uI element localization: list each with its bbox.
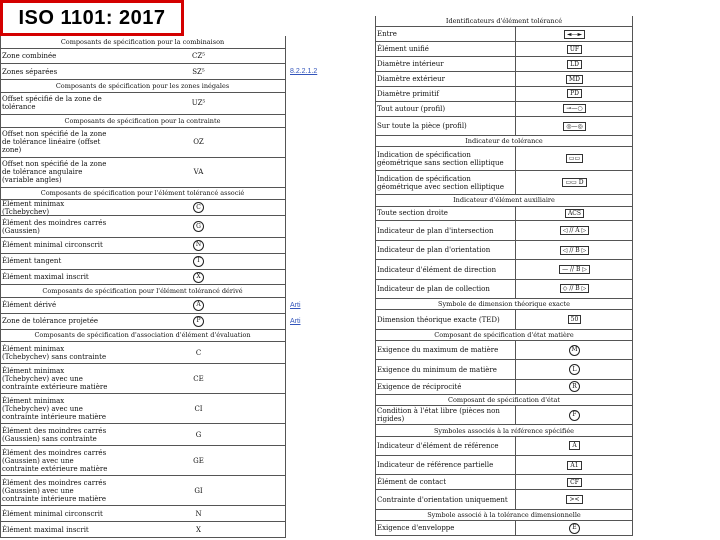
right-row-label: Contrainte d'orientation uniquement bbox=[375, 490, 515, 509]
right-row-symbol bbox=[515, 380, 633, 395]
right-row-symbol bbox=[515, 437, 633, 456]
left-reference-cell bbox=[286, 115, 323, 128]
right-row-symbol bbox=[515, 341, 633, 360]
left-row-symbol bbox=[112, 128, 286, 158]
left-section-header: Composants de spécification pour la combinaison bbox=[0, 36, 286, 49]
right-row-label: Indicateur de plan d'orientation bbox=[375, 241, 515, 260]
right-row-symbol bbox=[515, 310, 633, 329]
left-row-label: Élément dérivé bbox=[0, 298, 112, 314]
left-row-symbol bbox=[112, 522, 286, 538]
right-row-symbol bbox=[515, 406, 633, 425]
right-row-label: Indicateur de plan de collection bbox=[375, 280, 515, 299]
framed-symbol: ◄—► bbox=[564, 30, 585, 39]
right-section-header: Indicateur de tolérance bbox=[375, 136, 633, 147]
right-row-symbol bbox=[515, 490, 633, 509]
circled-symbol: R bbox=[569, 381, 580, 392]
left-row-label: Zones séparées bbox=[0, 64, 112, 80]
left-row-symbol bbox=[112, 342, 286, 364]
left-section-header: Composants de spécification d'association d'élément d'évaluation bbox=[0, 330, 286, 343]
framed-symbol: CF bbox=[567, 478, 582, 487]
reference-link[interactable]: 8.2.2.1.2 bbox=[290, 68, 318, 76]
right-row-symbol bbox=[515, 475, 633, 490]
left-row-symbol bbox=[112, 446, 286, 476]
framed-symbol: 50 bbox=[568, 315, 582, 324]
right-section-header: Composant de spécification d'état bbox=[375, 395, 633, 406]
right-row-symbol bbox=[515, 27, 633, 42]
right-row-symbol bbox=[515, 117, 633, 136]
left-row-label: Élément maximal inscrit bbox=[0, 522, 112, 538]
framed-symbol: PD bbox=[567, 89, 582, 98]
framed-symbol: ▭▭ bbox=[566, 154, 583, 163]
left-reference-cell bbox=[286, 330, 323, 343]
right-row-label: Diamètre primitif bbox=[375, 87, 515, 102]
left-reference-cell bbox=[286, 506, 323, 522]
framed-symbol: — // B ▷ bbox=[559, 265, 590, 274]
symbol-text: CZ⁵ bbox=[191, 52, 206, 61]
left-row-label: Élément minimal circonscrit bbox=[0, 238, 112, 254]
right-row-label: Diamètre extérieur bbox=[375, 72, 515, 87]
left-row-label: Élément des moindres carrés (Gaussien) avec une contrainte intérieure matière bbox=[0, 476, 112, 506]
circled-symbol: P bbox=[193, 316, 204, 327]
left-row-label: Élément tangent bbox=[0, 254, 112, 270]
left-reference-cell bbox=[286, 64, 323, 80]
left-row-symbol bbox=[112, 238, 286, 254]
symbol-text: N bbox=[195, 509, 202, 518]
framed-symbol: ⊸—○ bbox=[563, 104, 585, 113]
iso-title-badge bbox=[0, 0, 184, 36]
framed-symbol: ◎—◎ bbox=[563, 122, 585, 131]
left-symbol-table bbox=[0, 36, 323, 538]
right-section-header: Symboles associés à la référence spécifiée bbox=[375, 425, 633, 436]
right-row-symbol bbox=[515, 87, 633, 102]
right-row-label: Exigence du minimum de matière bbox=[375, 360, 515, 379]
left-row-symbol bbox=[112, 49, 286, 65]
left-reference-cell bbox=[286, 158, 323, 188]
left-reference-cell bbox=[286, 314, 323, 330]
framed-symbol: ACS bbox=[565, 209, 584, 218]
left-row-label: Offset spécifié de la zone de tolérance bbox=[0, 93, 112, 115]
left-section-header: Composants de spécification pour la contrainte bbox=[0, 115, 286, 128]
left-row-label: Zone de tolérance projetée bbox=[0, 314, 112, 330]
framed-symbol: ◇ // B ▷ bbox=[560, 284, 589, 293]
left-row-label: Élément minimax (Tchebychev) sans contrainte bbox=[0, 342, 112, 364]
left-row-symbol bbox=[112, 200, 286, 216]
right-row-symbol bbox=[515, 521, 633, 536]
circled-symbol: M bbox=[569, 345, 580, 356]
symbol-text: VA bbox=[193, 168, 204, 177]
left-row-symbol bbox=[112, 424, 286, 446]
framed-symbol: ◁ // A ▷ bbox=[560, 226, 589, 235]
left-reference-cell bbox=[286, 476, 323, 506]
right-row-symbol bbox=[515, 42, 633, 57]
left-row-symbol bbox=[112, 298, 286, 314]
right-row-label: Élément de contact bbox=[375, 475, 515, 490]
right-row-label: Exigence d'enveloppe bbox=[375, 521, 515, 536]
left-reference-cell bbox=[286, 342, 323, 364]
circled-symbol: T bbox=[193, 256, 204, 267]
right-row-symbol bbox=[515, 171, 633, 195]
right-section-header: Identificateurs d'élément tolérancé bbox=[375, 16, 633, 27]
left-row-symbol bbox=[112, 394, 286, 424]
right-row-symbol bbox=[515, 102, 633, 117]
right-row-label: Indicateur d'élément de référence bbox=[375, 437, 515, 456]
left-row-symbol bbox=[112, 158, 286, 188]
right-row-symbol bbox=[515, 241, 633, 260]
right-row-symbol bbox=[515, 207, 633, 222]
circled-symbol: N bbox=[193, 240, 204, 251]
left-row-symbol bbox=[112, 364, 286, 394]
left-row-symbol bbox=[112, 476, 286, 506]
framed-symbol: A1 bbox=[567, 461, 581, 470]
left-reference-cell bbox=[286, 128, 323, 158]
circled-symbol: C bbox=[193, 202, 204, 213]
left-row-label: Élément des moindres carrés (Gaussien) avec une contrainte extérieure matière bbox=[0, 446, 112, 476]
symbol-text: OZ bbox=[193, 138, 204, 147]
left-row-label: Élément minimal circonscrit bbox=[0, 506, 112, 522]
left-reference-cell bbox=[286, 93, 323, 115]
right-section-header: Symbole de dimension théorique exacte bbox=[375, 299, 633, 310]
left-row-label: Élément des moindres carrés (Gaussien) sans contrainte bbox=[0, 424, 112, 446]
left-reference-cell bbox=[286, 270, 323, 286]
right-row-label: Indicateur d'élément de direction bbox=[375, 260, 515, 279]
right-row-symbol bbox=[515, 260, 633, 279]
symbol-text: C bbox=[195, 348, 202, 357]
circled-symbol: L bbox=[569, 364, 580, 375]
symbol-text: GI bbox=[194, 486, 203, 495]
right-section-header: Indicateur d'élément auxiliaire bbox=[375, 195, 633, 206]
right-row-symbol bbox=[515, 57, 633, 72]
left-reference-cell bbox=[286, 200, 323, 216]
symbol-text: X bbox=[196, 525, 201, 534]
right-row-label: Indicateur de plan d'intersection bbox=[375, 221, 515, 240]
symbol-text: SZ⁵ bbox=[192, 67, 205, 76]
circled-symbol: E bbox=[569, 523, 580, 534]
reference-link[interactable]: Arti bbox=[290, 317, 301, 325]
left-row-symbol bbox=[112, 506, 286, 522]
circled-symbol: F bbox=[569, 410, 580, 421]
symbol-text: GE bbox=[193, 456, 204, 465]
left-reference-cell bbox=[286, 188, 323, 201]
symbol-text: CE bbox=[193, 374, 204, 383]
left-reference-cell bbox=[286, 364, 323, 394]
right-row-symbol bbox=[515, 221, 633, 240]
framed-symbol: A bbox=[569, 441, 579, 450]
right-row-symbol bbox=[515, 456, 633, 475]
left-row-symbol bbox=[112, 64, 286, 80]
right-row-symbol bbox=[515, 147, 633, 171]
right-row-label: Exigence du maximum de matière bbox=[375, 341, 515, 360]
framed-symbol: LD bbox=[567, 60, 582, 69]
left-reference-cell bbox=[286, 36, 323, 49]
left-reference-cell bbox=[286, 394, 323, 424]
left-reference-cell bbox=[286, 254, 323, 270]
left-row-symbol bbox=[112, 254, 286, 270]
iso-title-text: ISO 1101: 2017 bbox=[18, 6, 166, 29]
left-row-label: Élément maximal inscrit bbox=[0, 270, 112, 286]
left-section-header: Composants de spécification pour l'élément tolérancé associé bbox=[0, 188, 286, 201]
right-row-label: Toute section droite bbox=[375, 207, 515, 222]
left-table-grid bbox=[0, 36, 323, 538]
left-reference-cell bbox=[286, 446, 323, 476]
left-section-header: Composants de spécification pour les zones inégales bbox=[0, 80, 286, 93]
right-table-grid bbox=[375, 16, 633, 536]
framed-symbol: >< bbox=[566, 495, 582, 504]
left-row-symbol bbox=[112, 216, 286, 238]
symbol-text: CI bbox=[194, 404, 203, 413]
left-reference-cell bbox=[286, 238, 323, 254]
right-symbol-table bbox=[375, 16, 633, 536]
circled-symbol: X bbox=[193, 272, 204, 283]
left-section-header: Composants de spécification pour l'élément tolérancé dérivé bbox=[0, 285, 286, 298]
right-row-label: Condition à l'état libre (pièces non rigides) bbox=[375, 406, 515, 425]
framed-symbol: UF bbox=[567, 45, 582, 54]
right-row-symbol bbox=[515, 280, 633, 299]
right-row-label: Diamètre intérieur bbox=[375, 57, 515, 72]
right-row-label: Élément unifié bbox=[375, 42, 515, 57]
right-row-label: Tout autour (profil) bbox=[375, 102, 515, 117]
right-row-label: Indication de spécification géométrique sans section elliptique bbox=[375, 147, 515, 171]
right-row-label: Indication de spécification géométrique avec section elliptique bbox=[375, 171, 515, 195]
right-row-label: Dimension théorique exacte (TED) bbox=[375, 310, 515, 329]
left-reference-cell bbox=[286, 49, 323, 65]
symbol-text: UZ⁵ bbox=[191, 99, 206, 108]
right-row-label: Exigence de réciprocité bbox=[375, 380, 515, 395]
right-row-symbol bbox=[515, 360, 633, 379]
left-row-symbol bbox=[112, 314, 286, 330]
right-section-header: Composant de spécification d'état matière bbox=[375, 330, 633, 341]
right-row-label: Indicateur de référence partielle bbox=[375, 456, 515, 475]
left-reference-cell bbox=[286, 424, 323, 446]
reference-link[interactable]: Arti bbox=[290, 301, 301, 309]
circled-symbol: A bbox=[193, 300, 204, 311]
left-row-label: Élément des moindres carrés (Gaussien) bbox=[0, 216, 112, 238]
framed-symbol: MD bbox=[566, 75, 583, 84]
symbol-text: G bbox=[195, 430, 202, 439]
circled-symbol: G bbox=[193, 221, 204, 232]
left-reference-cell bbox=[286, 285, 323, 298]
right-row-label: Entre bbox=[375, 27, 515, 42]
left-reference-cell bbox=[286, 522, 323, 538]
left-row-label: Offset non spécifié de la zone de tolérance angulaire (variable angles) bbox=[0, 158, 112, 188]
left-row-label: Élément minimax (Tchebychev) bbox=[0, 200, 112, 216]
left-reference-cell bbox=[286, 80, 323, 93]
framed-symbol: ▭▭ D bbox=[562, 178, 586, 187]
right-row-label: Sur toute la pièce (profil) bbox=[375, 117, 515, 136]
framed-symbol: ◁ // B ▷ bbox=[560, 246, 589, 255]
right-row-symbol bbox=[515, 72, 633, 87]
right-section-header: Symbole associé à la tolérance dimensionnelle bbox=[375, 510, 633, 521]
left-row-label: Élément minimax (Tchebychev) avec une contrainte extérieure matière bbox=[0, 364, 112, 394]
left-row-symbol bbox=[112, 270, 286, 286]
left-reference-cell bbox=[286, 216, 323, 238]
left-row-label: Élément minimax (Tchebychev) avec une contrainte intérieure matière bbox=[0, 394, 112, 424]
left-row-symbol bbox=[112, 93, 286, 115]
left-row-label: Offset non spécifié de la zone de tolérance linéaire (offset zone) bbox=[0, 128, 112, 158]
left-row-label: Zone combinée bbox=[0, 49, 112, 65]
left-reference-cell bbox=[286, 298, 323, 314]
